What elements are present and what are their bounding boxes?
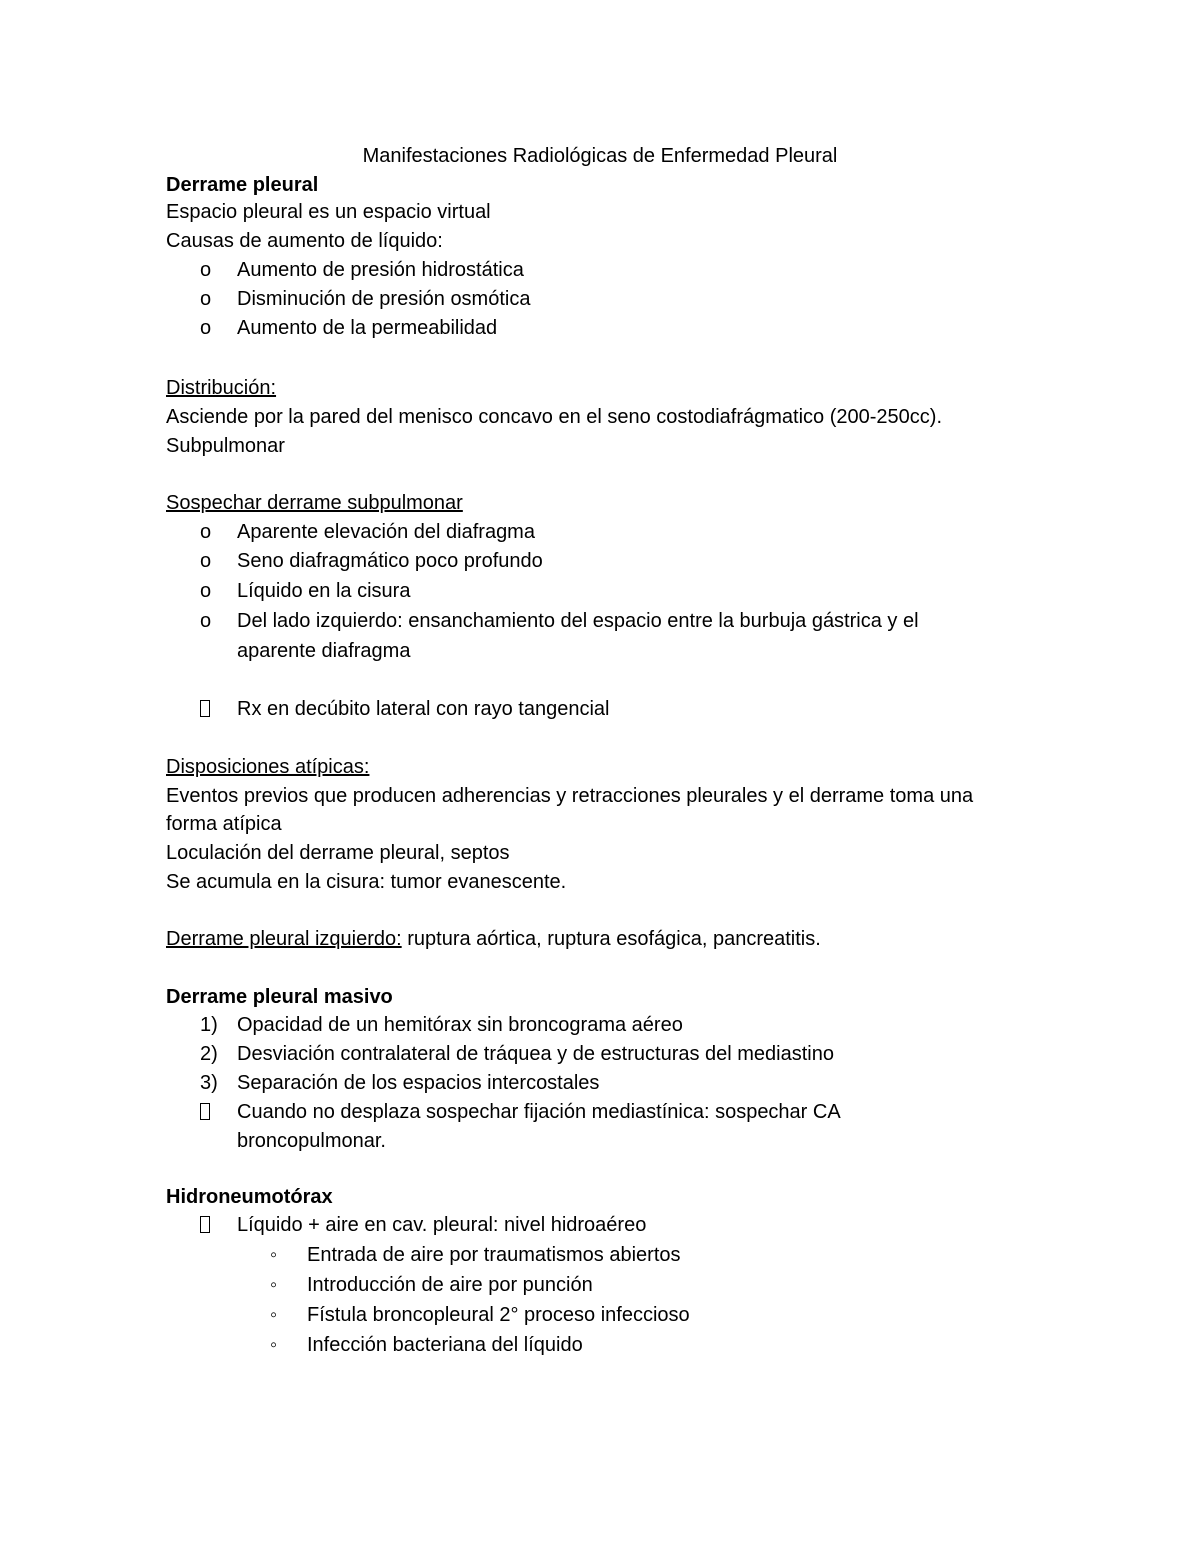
text-line: Espacio pleural es un espacio virtual [166,201,491,223]
text-line: Se acumula en la cisura: tumor evanescente. [166,871,567,893]
section-heading-sospechar: Sospechar derrame subpulmonar [166,492,463,514]
text-line: Eventos previos que producen adherencias y retracciones pleurales y el derrame toma una [166,785,974,807]
document-page: Manifestaciones Radiológicas de Enfermedad Pleural Derrame pleural Espacio pleural es un espacio virtual Causas de aumento de líquido: o Aumento de presión hidrostática o Disminución de presión osmótica o Aumento de la permeabilidad Distribución: Asciende por la pared del menisco concavo en el seno costodiafrágmatico (200-250cc). Subpulmonar Sospechar derrame subpulmonar o Aparente elevación del diafragma o Seno diafragmático poco profundo o Líquido en la cisura o Del lado izquierdo: ensanchamiento del espacio entre la burbuja gástrica y el aparente diafragma Rx en decúbito lateral con rayo tangencial Disposiciones atípicas: Eventos previos que producen adherencias y retracciones pleurales y el derrame toma una forma atípica Loculación del derrame pleural, septos Se acumula en la cisura: tumor evanescente. Derrame pleural izquierdo: ruptura aórtica, ruptura esofágica, pancreatitis. Derrame pleural masivo 1) Opacidad de un hemitórax sin broncograma aéreo 2) Desviación contralateral de tráquea y de estructuras del mediastino 3) Separación de los espacios intercostales Cuando no desplaza sospechar fijación mediastínica: sospechar CA broncopulmonar. Hidroneumotórax Líquido + aire en cav. pleural: nivel hidroaéreo ◦ Entrada de aire por traumatismos abiertos ◦ Introducción de aire por punción ◦ Fístula broncopleural 2° proceso infeccioso ◦ Infección bacteriana del líquido [0,0,1200,1553]
text-line: Loculación del derrame pleural, septos [166,842,510,864]
arrow-bullet-icon [200,695,220,723]
text-line: Asciende por la pared del menisco concavo en el seno costodiafrágmatico (200-250cc). [166,406,942,428]
text-line: forma atípica [166,813,282,835]
text-line: Subpulmonar [166,435,285,457]
list-item-continuation: broncopulmonar. [237,1130,386,1152]
circle-bullet: ◦ [270,1244,278,1266]
section-heading-derrame: Derrame pleural [166,174,319,196]
bullet-o: o [200,580,212,602]
list-item-continuation: aparente diafragma [237,640,411,662]
bullet-o: o [200,317,212,339]
page-title: Manifestaciones Radiológicas de Enfermedad Pleural [362,145,838,167]
section-heading-distribucion: Distribución: [166,377,277,399]
section-heading-atipicas: Disposiciones atípicas: [166,756,370,778]
circle-bullet: ◦ [270,1304,278,1326]
arrow-bullet-icon [200,1211,220,1239]
bullet-o: o [200,521,212,543]
section-heading-izquierdo: Derrame pleural izquierdo: [166,928,402,950]
bullet-o: o [200,550,212,572]
text-line-izquierdo: Derrame pleural izquierdo: ruptura aórtica, ruptura esofágica, pancreatitis. [166,928,821,950]
bullet-o: o [200,259,212,281]
circle-bullet: ◦ [270,1274,278,1296]
bullet-o: o [200,288,212,310]
arrow-bullet-icon [200,1098,220,1126]
circle-bullet: ◦ [270,1334,278,1356]
bullet-o: o [200,610,212,632]
section-heading-hidro: Hidroneumotórax [166,1186,333,1208]
text-line: Causas de aumento de líquido: [166,230,443,252]
section-heading-masivo: Derrame pleural masivo [166,986,393,1008]
